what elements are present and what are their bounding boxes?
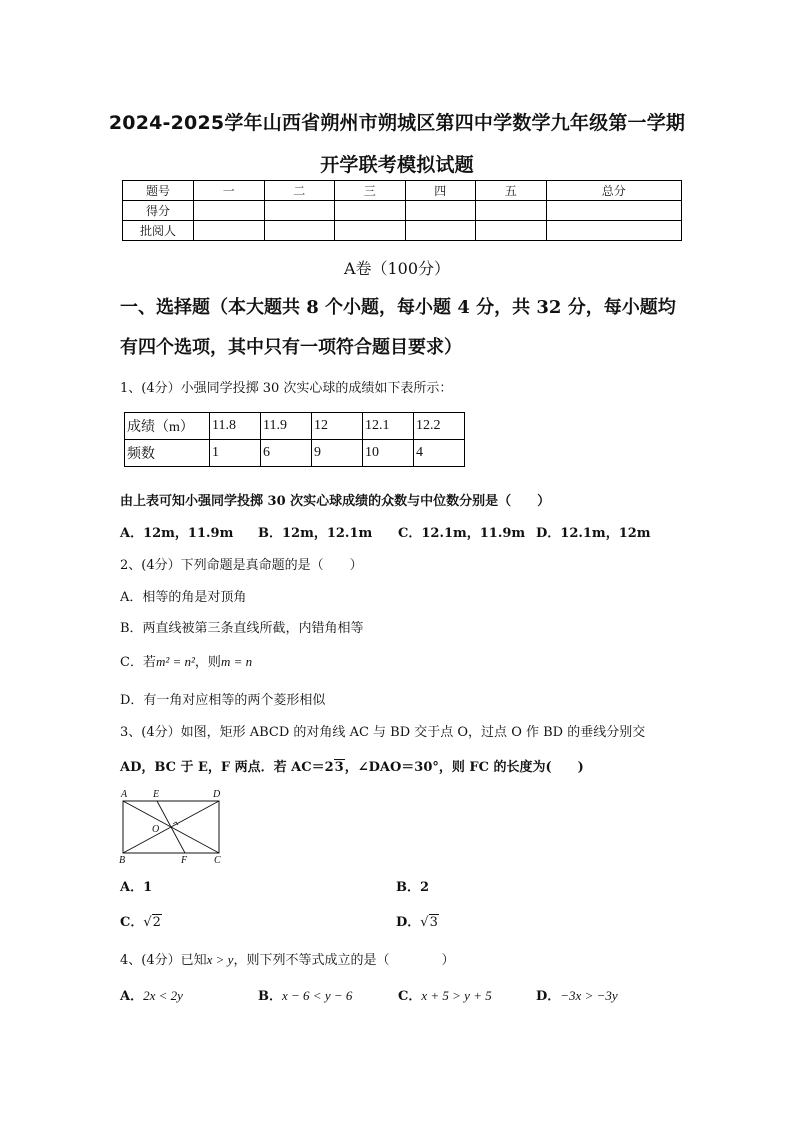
- q1-option-a[interactable]: A．12m，11.9m: [120, 526, 234, 541]
- score-header-cell: 五: [476, 181, 547, 201]
- score-cell[interactable]: [405, 201, 476, 221]
- q1-cell: 12: [312, 413, 363, 440]
- score-table-row: [123, 221, 682, 241]
- sqrt-radicand: 2: [152, 915, 161, 930]
- q4-option-expr: −3x > −3y: [560, 988, 618, 1003]
- q4-option-label: A．: [120, 989, 144, 1004]
- q1-cell: 4: [414, 440, 465, 467]
- q4-option-c[interactable]: [398, 985, 492, 1004]
- q3-stem-line2: [120, 756, 584, 775]
- section-heading-line2: 有四个选项，其中只有一项符合题目要求）: [120, 337, 462, 358]
- q1-question: 由上表可知小强同学投掷 30 次实心球成绩的众数与中位数分别是（ ）: [120, 494, 551, 509]
- q1-cell: 1: [210, 440, 261, 467]
- sqrt-radicand: 3: [334, 760, 344, 775]
- label-e: E: [153, 789, 160, 800]
- q3-stem-post: ，∠DAO＝30°，则 FC 的长度为( ): [344, 760, 584, 775]
- score-cell[interactable]: [335, 221, 406, 241]
- q1-cell: 10: [363, 440, 414, 467]
- label-f: F: [181, 855, 188, 866]
- q4-option-expr: 2x < 2y: [143, 988, 183, 1003]
- score-cell[interactable]: [546, 221, 682, 241]
- score-cell[interactable]: [476, 221, 547, 241]
- q2-stem: 2、(4分）下列命题是真命题的是（ ）: [120, 558, 363, 573]
- q3-option-b[interactable]: B．2: [396, 880, 430, 895]
- score-header-cell: 二: [264, 181, 335, 201]
- q2-option-c-expr2: m = n: [220, 654, 253, 669]
- score-header-cell: 三: [335, 181, 406, 201]
- score-header-cell: 四: [405, 181, 476, 201]
- q2-option-a[interactable]: A．相等的角是对顶角: [120, 590, 247, 605]
- score-cell[interactable]: [264, 201, 335, 221]
- q3-option-d-prefix: D．: [396, 915, 421, 930]
- q1-cell: 成绩（m）: [125, 413, 210, 440]
- score-cell[interactable]: [405, 221, 476, 241]
- q1-cell: 11.8: [210, 413, 261, 440]
- exam-title-line1: 2024-2025学年山西省朔州市朔城区第四中学数学九年级第一学期: [108, 112, 686, 134]
- q4-stem-pre: 4、(4分）已知: [120, 953, 207, 968]
- exam-title-line2: 开学联考模拟试题: [320, 154, 474, 176]
- score-header-cell: 题号: [123, 181, 194, 201]
- q2-option-d[interactable]: D．有一角对应相等的两个菱形相似: [120, 693, 326, 708]
- q2-option-c-expr1: m² = n²: [155, 654, 195, 669]
- q4-option-label: C．: [398, 989, 422, 1004]
- q4-stem-expr: x > y: [206, 952, 234, 967]
- q3-rectangle-figure: [112, 786, 232, 866]
- score-cell[interactable]: [264, 221, 335, 241]
- score-table: [122, 180, 682, 241]
- q3-option-d[interactable]: D．√3: [396, 915, 438, 930]
- q4-stem: [120, 949, 454, 968]
- q3-option-a[interactable]: A．1: [120, 880, 153, 895]
- score-cell[interactable]: [194, 201, 265, 221]
- q1-table-row: [125, 413, 465, 440]
- q4-option-a[interactable]: [120, 985, 183, 1004]
- q3-stem-pre: AD，BC 于 E，F 两点．若 AC＝2: [120, 760, 334, 775]
- q4-option-label: B．: [258, 989, 282, 1004]
- score-cell[interactable]: [194, 221, 265, 241]
- score-row-label: 批阅人: [123, 221, 194, 241]
- q1-option-c[interactable]: C．12.1m，11.9m: [398, 526, 526, 541]
- q1-cell: 12.1: [363, 413, 414, 440]
- score-table-row: [123, 201, 682, 221]
- q4-option-expr: x − 6 < y − 6: [282, 988, 353, 1003]
- q1-option-b[interactable]: B．12m，12.1m: [258, 526, 373, 541]
- score-row-label: 得分: [123, 201, 194, 221]
- score-cell[interactable]: [546, 201, 682, 221]
- q4-option-d[interactable]: [536, 985, 618, 1004]
- q4-option-expr: x + 5 > y + 5: [421, 988, 492, 1003]
- score-table-header-row: [123, 181, 682, 201]
- segment-ef: [157, 801, 185, 853]
- section-subtitle: A卷（100分）: [343, 259, 451, 278]
- label-d: D: [213, 789, 221, 800]
- q3-option-c[interactable]: C．√2: [120, 915, 161, 930]
- q2-option-c[interactable]: [120, 651, 252, 670]
- q1-table-row: [125, 440, 465, 467]
- score-cell[interactable]: [335, 201, 406, 221]
- q1-data-table: [124, 412, 465, 467]
- label-c: C: [214, 855, 221, 866]
- q1-cell: 9: [312, 440, 363, 467]
- score-cell[interactable]: [476, 201, 547, 221]
- q3-stem-line1: 3、(4分）如图，矩形 ABCD 的对角线 AC 与 BD 交于点 O，过点 O 作 BD 的垂线分别交: [120, 725, 646, 740]
- q4-option-b[interactable]: [258, 985, 352, 1004]
- q1-option-d[interactable]: D．12.1m，12m: [536, 526, 651, 541]
- q1-cell: 频数: [125, 440, 210, 467]
- q2-option-b[interactable]: B．两直线被第三条直线所截，内错角相等: [120, 621, 364, 636]
- q4-stem-post: ，则下列不等式成立的是（ ）: [233, 953, 455, 968]
- q1-cell: 12.2: [414, 413, 465, 440]
- section-heading-line1: 一、选择题（本大题共 8 个小题，每小题 4 分，共 32 分，每小题均: [120, 297, 676, 318]
- label-o: O: [152, 824, 160, 835]
- q2-option-c-prefix: C．若: [120, 655, 156, 670]
- label-a: A: [121, 789, 128, 800]
- q2-option-c-mid: ，则: [194, 655, 221, 670]
- q1-cell: 11.9: [261, 413, 312, 440]
- q1-cell: 6: [261, 440, 312, 467]
- label-b: B: [119, 855, 126, 866]
- sqrt-radicand: 3: [429, 915, 438, 930]
- q1-stem: 1、(4分）小强同学投掷 30 次实心球的成绩如下表所示：: [120, 381, 453, 396]
- q4-option-label: D．: [536, 989, 561, 1004]
- score-header-cell: 一: [194, 181, 265, 201]
- score-header-cell: 总分: [546, 181, 682, 201]
- q3-option-c-prefix: C．: [120, 915, 144, 930]
